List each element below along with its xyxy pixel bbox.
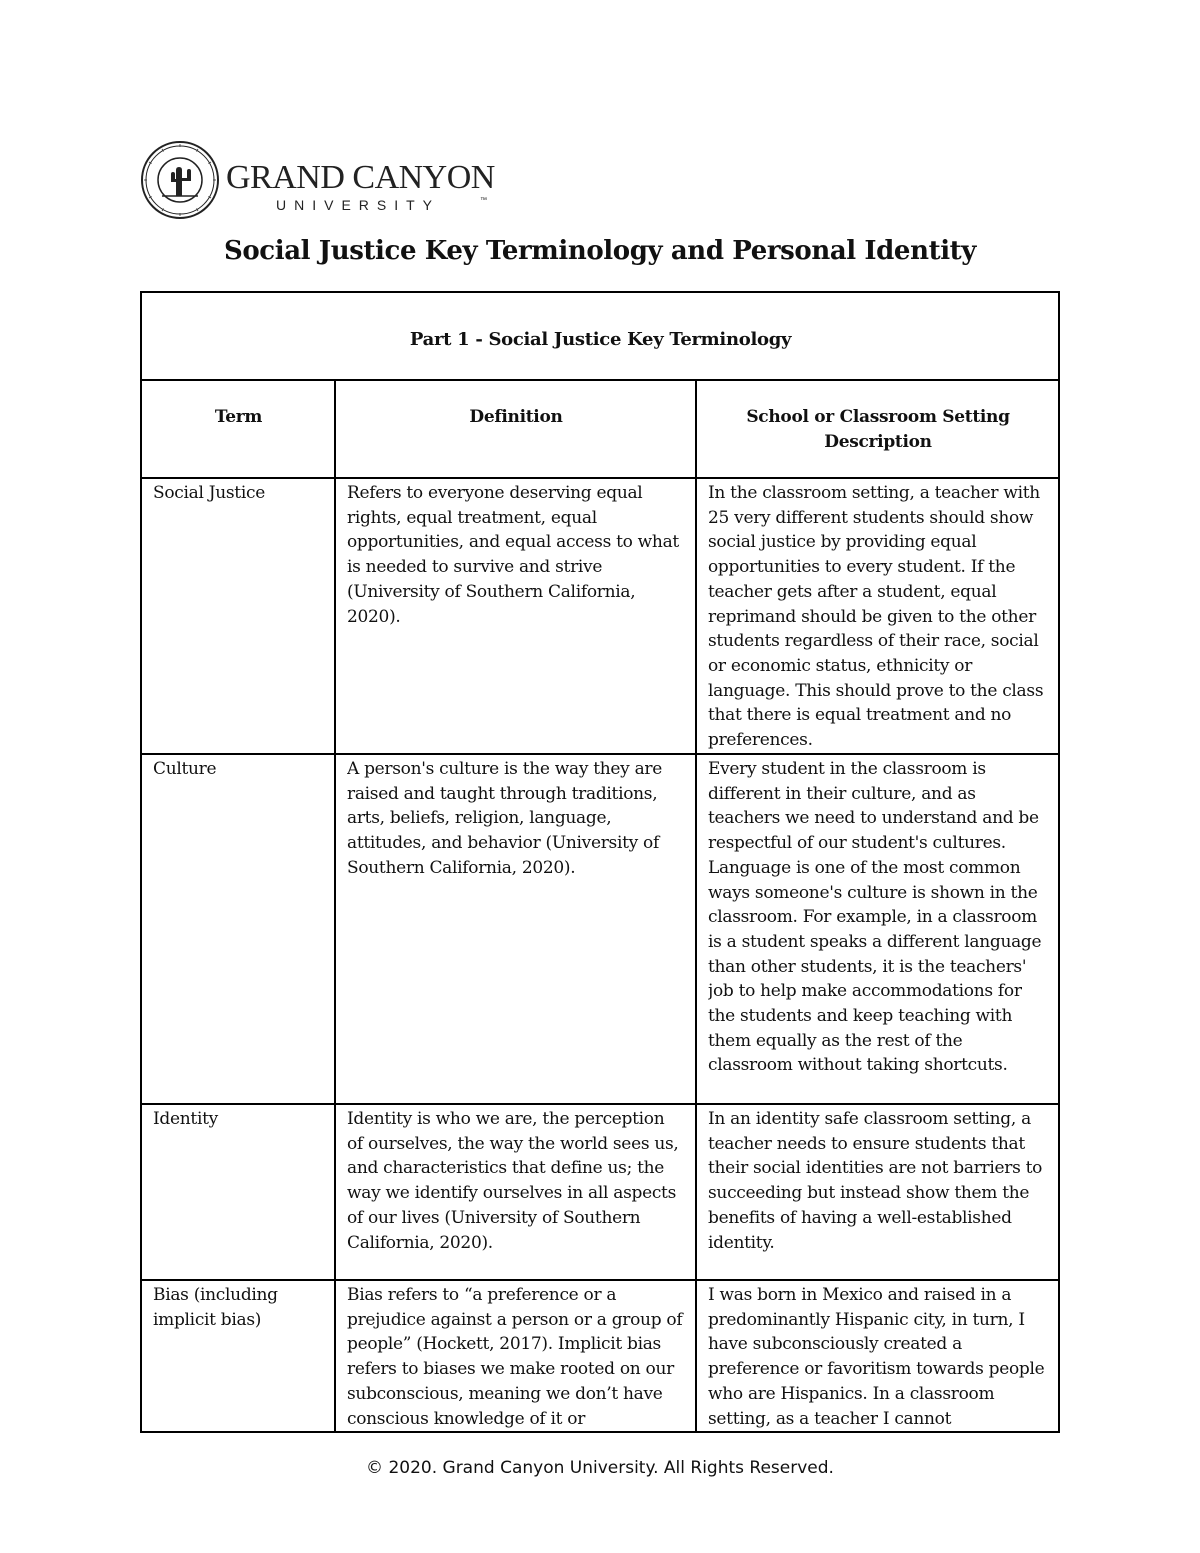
document-title: Social Justice Key Terminology and Personal Identity xyxy=(223,236,976,266)
part-heading: Part 1 - Social Justice Key Terminology xyxy=(141,292,1059,380)
description-cell: Every student in the classroom is different in their culture, and as teachers we need to understand and be respectful of our student's cultures. Language is one of the most common ways someone's culture is shown in the classroom. For example, in a classroom is a student speaks a different language than other students, it is the teachers' job to help make accommodations for the students and keep teaching with them equally as the rest of the classroom without taking shortcuts. xyxy=(696,754,1059,1104)
table-part-heading-row xyxy=(141,292,1059,380)
definition-cell: Identity is who we are, the perception of ourselves, the way the world sees us, and characteristics that define us; the way we identify ourselves in all aspects of our lives (University of Southern California, 2020). xyxy=(335,1104,696,1280)
terminology-table xyxy=(140,291,1060,1433)
description-cell: In an identity safe classroom setting, a teacher needs to ensure students that their social identities are not barriers to succeeding but instead show them the benefits of having a well-established identity. xyxy=(696,1104,1059,1280)
definition-cell: Refers to everyone deserving equal rights, equal treatment, equal opportunities, and equal access to what is needed to survive and strive (University of Southern California, 2020). xyxy=(335,478,696,754)
term-cell: Identity xyxy=(141,1104,335,1280)
term-cell: Social Justice xyxy=(141,478,335,754)
description-cell: In the classroom setting, a teacher with 25 very different students should show social justice by providing equal opportunities to every student. If the teacher gets after a student, equal reprimand should be given to the other students regardless of their race, social or economic status, ethnicity or language. This should prove to the class that there is equal treatment and no preferences. xyxy=(696,478,1059,754)
copyright-footer: © 2020. Grand Canyon University. All Rights Reserved. xyxy=(366,1458,834,1478)
university-wordmark xyxy=(226,158,496,214)
table-row xyxy=(141,478,1059,754)
column-header-term: Term xyxy=(141,380,335,478)
svg-text:GRAND CANYON: GRAND CANYON xyxy=(226,159,495,196)
university-logo xyxy=(140,140,500,220)
term-cell: Bias (including implicit bias) xyxy=(141,1280,335,1432)
column-header-description: School or Classroom Setting Description xyxy=(696,380,1059,478)
column-header-definition: Definition xyxy=(335,380,696,478)
svg-text:™: ™ xyxy=(480,197,487,204)
definition-cell: A person's culture is the way they are raised and taught through traditions, arts, beliefs, religion, language, attitudes, and behavior (University of Southern California, 2020). xyxy=(335,754,696,1104)
definition-cell: Bias refers to “a preference or a prejudice against a person or a group of people” (Hockett, 2017). Implicit bias refers to biases we make rooted on our subconscious, meaning we don’t have conscious knowledge of it or xyxy=(335,1280,696,1432)
term-cell: Culture xyxy=(141,754,335,1104)
university-seal-icon xyxy=(140,140,220,220)
table-row xyxy=(141,1104,1059,1280)
table-header-row xyxy=(141,380,1059,478)
description-cell: I was born in Mexico and raised in a predominantly Hispanic city, in turn, I have subconsciously created a preference or favoritism towards people who are Hispanics. In a classroom setting, as a teacher I cannot xyxy=(696,1280,1059,1432)
svg-text:UNIVERSITY: UNIVERSITY xyxy=(276,197,441,213)
table-row xyxy=(141,754,1059,1104)
table-row xyxy=(141,1280,1059,1432)
